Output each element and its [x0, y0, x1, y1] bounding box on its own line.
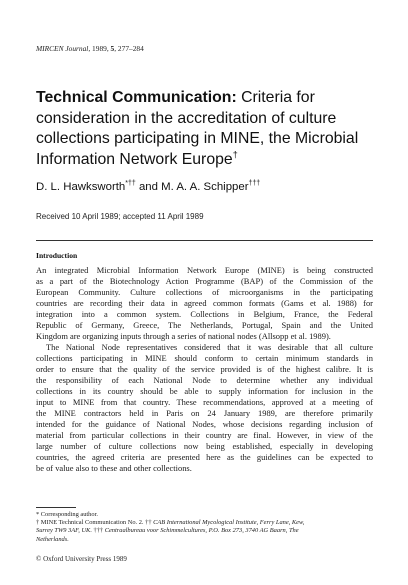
footnote-affiliation-cab-cont: Surrey TW9 3AF, UK.: [36, 527, 92, 535]
received-dates: Received 10 April 1989; accepted 11 April 1989: [36, 212, 204, 221]
text-line: The National Node representatives considered that it was desirable that all culture: [46, 342, 373, 352]
copyright-notice: © Oxford University Press 1989: [36, 555, 127, 563]
text-line: intended for the guidance of National Nodes, whose decisions regarding inclusion of: [36, 419, 373, 429]
author-hawksworth: D. L. Hawksworth: [36, 181, 126, 193]
journal-name: MIRCEN Journal: [36, 44, 89, 53]
footnote-corresponding: * Corresponding author.: [36, 511, 98, 518]
text-line: countries, the agreed criteria are presented here as the guidelines can be expected to: [36, 452, 373, 462]
text-line: collections in its country should be able to supply information for inclusion in the: [36, 386, 373, 396]
text-line: order to ensure that the quality of the service provided is of the highest calibre. It is: [36, 364, 373, 374]
text-line: Republic of Germany, Greece, The Netherlands, Portugal, Spain and the United: [36, 320, 373, 330]
text-line: Kingdom are organizing inputs through a series of national nodes (Allsopp et al. 1989).: [36, 331, 331, 341]
article-title: [36, 88, 381, 170]
text-line: European Community. Culture collections of microorganisms in the participating: [36, 287, 373, 297]
text-line: be of value also to these and other collections.: [36, 463, 192, 473]
text-line: the responsibility of each National Node to determine whether any individual: [36, 375, 373, 385]
text-line: the MINE contractors held in Paris on 24 January 1989, are therefore primarily: [36, 408, 373, 418]
journal-citation: [36, 44, 144, 53]
paragraph-1: [36, 265, 373, 342]
text-line: large number of culture collections now being established, especially in developing: [36, 441, 373, 451]
author1-footnote-mark: *††: [125, 180, 136, 188]
title-bold-part: Technical Communication:: [36, 89, 237, 106]
text-line: integration into a common system. Collections in Belgium, France, the Federal: [36, 309, 373, 319]
footnote-affiliations-2: [36, 527, 373, 535]
footnote-affiliation-cab: CAB International Mycological Institute, Ferry Lane, Kew,: [153, 519, 305, 527]
author2-footnote-mark: †††: [248, 180, 261, 188]
footnotes: [36, 511, 373, 544]
author-schipper: M. A. A. Schipper: [161, 181, 249, 193]
text-line: collections participating in MINE should conform to certain minimum standards in: [36, 353, 373, 363]
author-conjunction: and: [135, 181, 162, 193]
section-heading-introduction: Introduction: [36, 251, 78, 260]
journal-pages: , 277–284: [114, 44, 144, 53]
footnote-affiliations-1: [36, 519, 373, 527]
footnote-plain-mark: †††: [91, 527, 105, 535]
text-line: countries are recording their data in agreed common formats (Gams et al. 1988) for: [36, 298, 373, 308]
footnote-affiliation-cbs: Centraalbureau voor Schimmelcultures, P.O. Box 273, 3740 AG Baarn, The: [104, 527, 299, 535]
text-line: input to MINE from that country. These recommendations, approved at a meeting of: [36, 397, 373, 407]
citation-year: , 1989,: [88, 44, 111, 53]
footnote-divider: [36, 507, 76, 508]
footnote-affiliation-cbs-cont: Netherlands.: [36, 535, 69, 543]
journal-volume: 5: [110, 44, 115, 53]
title-footnote-mark: †: [232, 149, 238, 160]
text-line: as a part of the Biotechnology Action Programme (BAP) of the Commission of the: [36, 276, 373, 286]
author-list: [36, 181, 260, 193]
text-line: An integrated Microbial Information Network Europe (MINE) is being constructed: [36, 265, 373, 275]
paragraph-2: [36, 342, 373, 474]
text-line: material from particular collections in their country are final. However, in view of the: [36, 430, 373, 440]
title-rest: Criteria for consideration in the accreditation of culture collections participating in MINE, the Microbial Information Network Europe: [36, 89, 359, 168]
footnote-plain-text: † MINE Technical Communication No. 2. ††: [36, 519, 154, 527]
section-divider: [36, 240, 373, 241]
